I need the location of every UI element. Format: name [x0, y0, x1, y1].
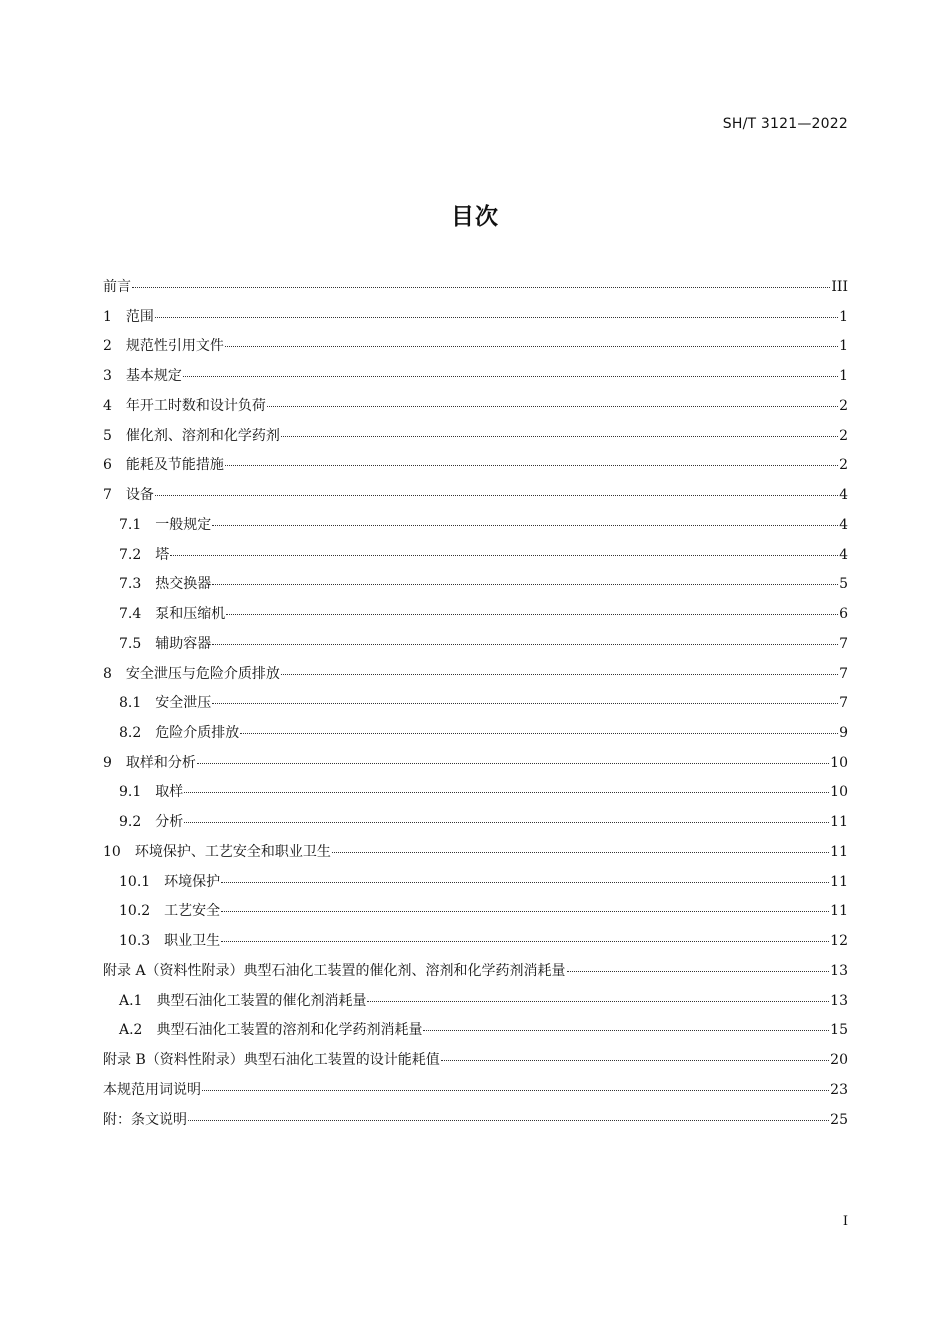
toc-entry-title: 泵和压缩机	[155, 606, 226, 623]
toc-entry-number: 8	[103, 665, 112, 682]
toc-entry-title: 年开工时数和设计负荷	[125, 397, 266, 414]
toc-entry[interactable]	[103, 306, 848, 336]
toc-entry-number: A.1	[119, 992, 143, 1009]
toc-entry[interactable]	[103, 1049, 848, 1079]
toc-entry-title: 分析	[155, 814, 184, 831]
toc-entry-title: 职业卫生	[164, 933, 221, 950]
toc-entry[interactable]	[103, 871, 848, 901]
toc-entry-page: 11	[830, 873, 848, 890]
toc-entry-title: 规范性引用文件	[125, 338, 224, 355]
toc-dot-leader	[226, 614, 838, 615]
toc-entry-page: 4	[839, 487, 848, 504]
toc-dot-leader	[212, 584, 838, 585]
toc-entry[interactable]	[103, 930, 848, 960]
toc-entry-page: 11	[830, 814, 848, 831]
toc-entry[interactable]	[103, 484, 848, 514]
toc-dot-leader	[225, 465, 838, 466]
toc-entry-page: 2	[839, 457, 848, 474]
toc-dot-leader	[267, 406, 838, 407]
toc-entry[interactable]	[103, 1019, 848, 1049]
toc-entry-number: A.2	[119, 1022, 143, 1039]
toc-entry[interactable]	[103, 960, 848, 990]
toc-entry[interactable]	[103, 276, 848, 306]
toc-entry-title: 安全泄压	[155, 695, 212, 712]
toc-dot-leader	[332, 852, 829, 853]
toc-entry-page: 10	[830, 754, 848, 771]
toc-entry-number: 7.4	[119, 606, 142, 623]
toc-entry-title: 危险介质排放	[155, 725, 240, 742]
toc-dot-leader	[212, 525, 838, 526]
document-code: SH/T 3121—2022	[722, 116, 848, 132]
toc-entry-number: 7.1	[119, 516, 142, 533]
toc-entry[interactable]	[103, 722, 848, 752]
toc-entry-title: 取样	[155, 784, 184, 801]
toc-entry-title: 范围	[125, 308, 154, 325]
toc-entry-page: 11	[830, 903, 848, 920]
toc-entry[interactable]	[103, 514, 848, 544]
toc-entry[interactable]	[103, 573, 848, 603]
toc-entry-page: 1	[839, 338, 848, 355]
toc-entry-page: 23	[830, 1081, 848, 1098]
toc-dot-leader	[197, 763, 829, 764]
toc-entry-title: 典型石油化工装置的溶剂和化学药剂消耗量	[156, 1022, 423, 1039]
toc-entry-number: 7	[103, 487, 112, 504]
toc-entry-page: 7	[839, 665, 848, 682]
toc-entry-number: 5	[103, 427, 112, 444]
toc-dot-leader	[155, 317, 838, 318]
toc-entry[interactable]	[103, 663, 848, 693]
toc-entry[interactable]	[103, 900, 848, 930]
toc-entry[interactable]	[103, 841, 848, 871]
toc-entry-number: 9.1	[119, 784, 142, 801]
toc-entry[interactable]	[103, 544, 848, 574]
toc-entry-page: 5	[839, 576, 848, 593]
toc-dot-leader	[441, 1060, 829, 1061]
toc-entry-title: 附：条文说明	[103, 1111, 187, 1128]
toc-entry-page: 13	[830, 962, 848, 979]
toc-entry-page: 13	[830, 992, 848, 1009]
toc-entry-title: 附录 B（资料性附录）典型石油化工装置的设计能耗值	[103, 1052, 440, 1069]
toc-entry[interactable]	[103, 1109, 848, 1139]
toc-entry-number: 6	[103, 457, 112, 474]
toc-entry-page: 12	[830, 933, 848, 950]
table-of-contents	[103, 276, 848, 1138]
page-number: I	[842, 1214, 848, 1229]
toc-entry-number: 3	[103, 368, 112, 385]
toc-entry-number: 10.1	[119, 873, 151, 890]
toc-entry-number: 2	[103, 338, 112, 355]
toc-entry-page: 4	[839, 546, 848, 563]
toc-entry-title: 工艺安全	[164, 903, 221, 920]
toc-dot-leader	[240, 733, 838, 734]
toc-entry[interactable]	[103, 990, 848, 1020]
toc-entry-page: 2	[839, 397, 848, 414]
toc-entry-page: 15	[830, 1022, 848, 1039]
toc-entry-number: 10.3	[119, 933, 151, 950]
toc-entry-page: 7	[839, 635, 848, 652]
toc-entry-page: 20	[830, 1052, 848, 1069]
toc-entry-title: 典型石油化工装置的催化剂消耗量	[156, 992, 367, 1009]
toc-dot-leader	[221, 911, 829, 912]
toc-dot-leader	[212, 644, 838, 645]
toc-entry-number: 9	[103, 754, 112, 771]
toc-entry-number: 10	[103, 843, 121, 860]
toc-entry-title: 热交换器	[155, 576, 212, 593]
toc-entry-page: 7	[839, 695, 848, 712]
toc-entry-number: 1	[103, 308, 112, 325]
toc-dot-leader	[281, 674, 838, 675]
toc-dot-leader	[170, 555, 838, 556]
toc-entry-title: 环境保护	[164, 873, 221, 890]
toc-dot-leader	[202, 1090, 829, 1091]
toc-entry-title: 能耗及节能措施	[125, 457, 224, 474]
toc-entry-page: III	[831, 279, 848, 295]
toc-entry-title: 基本规定	[125, 368, 182, 385]
toc-dot-leader	[188, 1120, 829, 1121]
toc-entry-title: 设备	[125, 487, 154, 504]
toc-entry-page: 1	[839, 308, 848, 325]
toc-dot-leader	[221, 882, 829, 883]
toc-entry[interactable]	[103, 752, 848, 782]
toc-dot-leader	[225, 346, 838, 347]
toc-entry-number: 7.5	[119, 635, 142, 652]
toc-entry-title: 前言	[103, 279, 131, 295]
toc-entry-title: 环境保护、工艺安全和职业卫生	[134, 843, 331, 860]
toc-entry-page: 9	[839, 725, 848, 742]
toc-entry-number: 4	[103, 397, 112, 414]
toc-entry-page: 25	[830, 1111, 848, 1128]
toc-entry[interactable]	[103, 395, 848, 425]
toc-dot-leader	[367, 1001, 829, 1002]
toc-dot-leader	[567, 971, 830, 972]
toc-entry-title: 取样和分析	[125, 754, 196, 771]
toc-dot-leader	[184, 792, 829, 793]
toc-entry-page: 11	[830, 843, 848, 860]
toc-entry-number: 7.3	[119, 576, 142, 593]
toc-entry-title: 附录 A（资料性附录）典型石油化工装置的催化剂、溶剂和化学药剂消耗量	[103, 962, 566, 979]
toc-entry[interactable]	[103, 1079, 848, 1109]
toc-entry-title: 催化剂、溶剂和化学药剂	[125, 427, 280, 444]
toc-dot-leader	[423, 1030, 829, 1031]
toc-entry-number: 8.1	[119, 695, 142, 712]
toc-entry[interactable]	[103, 603, 848, 633]
toc-entry-page: 2	[839, 427, 848, 444]
toc-entry[interactable]	[103, 454, 848, 484]
toc-dot-leader	[281, 436, 838, 437]
toc-entry-number: 9.2	[119, 814, 142, 831]
toc-entry[interactable]	[103, 692, 848, 722]
toc-entry-number: 7.2	[119, 546, 142, 563]
toc-dot-leader	[184, 822, 829, 823]
toc-entry-title: 辅助容器	[155, 635, 212, 652]
toc-entry-page: 1	[839, 368, 848, 385]
toc-entry[interactable]	[103, 633, 848, 663]
toc-entry-title: 塔	[155, 546, 170, 563]
toc-entry[interactable]	[103, 781, 848, 811]
toc-dot-leader	[132, 287, 830, 288]
toc-dot-leader	[221, 941, 829, 942]
toc-entry-page: 6	[839, 606, 848, 623]
toc-entry-page: 10	[830, 784, 848, 801]
toc-entry[interactable]	[103, 365, 848, 395]
toc-entry-page: 4	[839, 516, 848, 533]
toc-entry-title: 本规范用词说明	[103, 1081, 201, 1098]
toc-dot-leader	[212, 703, 838, 704]
toc-entry[interactable]	[103, 811, 848, 841]
toc-entry-title: 安全泄压与危险介质排放	[125, 665, 280, 682]
toc-entry[interactable]	[103, 335, 848, 365]
toc-dot-leader	[155, 495, 838, 496]
page-title: 目次	[451, 204, 499, 230]
toc-dot-leader	[183, 376, 838, 377]
toc-entry-number: 8.2	[119, 725, 142, 742]
toc-entry-number: 10.2	[119, 903, 151, 920]
toc-entry-title: 一般规定	[155, 516, 212, 533]
toc-entry[interactable]	[103, 425, 848, 455]
